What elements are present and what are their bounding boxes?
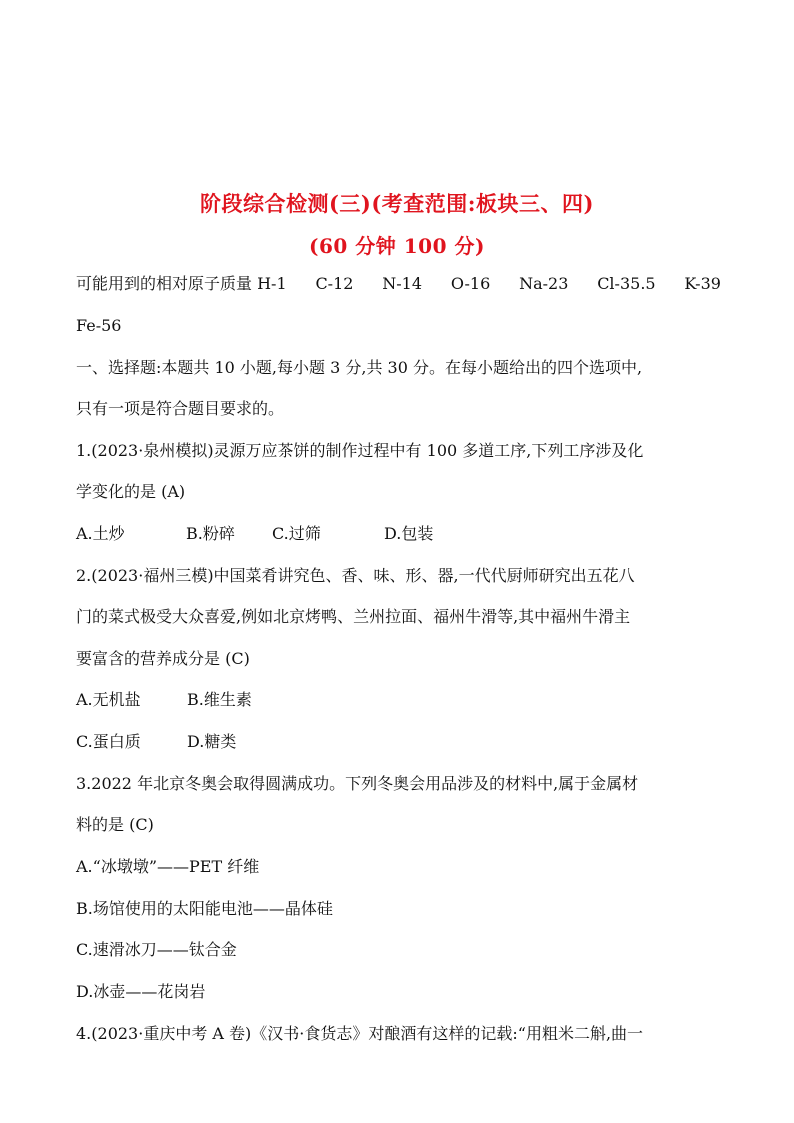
- option: D.包装: [384, 524, 434, 543]
- question-2-text: 门的菜式极受大众喜爱,例如北京烤鸭、兰州拉面、福州牛滑等,其中福州牛滑主: [76, 607, 631, 626]
- section-instruction: 只有一项是符合题目要求的。: [76, 399, 285, 418]
- question-3-text: 料的是 (C): [76, 815, 154, 834]
- atomic-mass-item: C-12: [315, 274, 354, 293]
- section-instruction: 一、选择题:本题共 10 小题,每小题 3 分,共 30 分。在每小题给出的四个选项中,: [76, 358, 643, 377]
- question-1-text: 1.(2023·泉州模拟)灵源万应茶饼的制作过程中有 100 多道工序,下列工序涉及化: [76, 441, 644, 460]
- question-3-text: 3.2022 年北京冬奥会取得圆满成功。下列冬奥会用品涉及的材料中,属于金属材: [76, 774, 639, 793]
- option: C.蛋白质: [76, 732, 141, 751]
- option: B.场馆使用的太阳能电池——晶体硅: [76, 899, 333, 918]
- option: C.速滑冰刀——钛合金: [76, 940, 237, 959]
- atomic-mass-item: Cl-35.5: [597, 274, 656, 293]
- question-2-options: [76, 690, 721, 710]
- page-subtitle: (60 分钟 100 分): [309, 234, 485, 258]
- option: B.维生素: [187, 690, 252, 709]
- option: A.无机盐: [76, 690, 141, 709]
- option: A.土炒: [76, 524, 125, 543]
- option: A.“冰墩墩”——PET 纤维: [76, 857, 260, 876]
- atomic-mass-item: N-14: [382, 274, 423, 293]
- page-title: 阶段综合检测(三)(考查范围:板块三、四): [200, 191, 594, 216]
- question-1-text: 学变化的是 (A): [76, 482, 186, 501]
- question-1-options: [76, 524, 721, 544]
- option: D.冰壶——花岗岩: [76, 982, 206, 1001]
- atomic-mass-item: O-16: [450, 274, 491, 293]
- atomic-mass-line: [76, 274, 721, 294]
- atomic-mass-label: 可能用到的相对原子质量 H-1: [76, 274, 287, 293]
- atomic-mass-item: Na-23: [519, 274, 569, 293]
- option: B.粉碎: [186, 524, 235, 543]
- question-2-text: 要富含的营养成分是 (C): [76, 649, 250, 668]
- option: C.过筛: [272, 524, 321, 543]
- question-2-text: 2.(2023·福州三模)中国菜肴讲究色、香、味、形、器,一代代厨师研究出五花八: [76, 566, 635, 585]
- atomic-mass-continued: Fe-56: [76, 316, 122, 335]
- option: D.糖类: [187, 732, 237, 751]
- atomic-mass-item: K-39: [684, 274, 721, 293]
- question-4-text: 4.(2023·重庆中考 A 卷)《汉书·食货志》对酿酒有这样的记载:“用粗米二斛,曲一: [76, 1024, 644, 1043]
- question-2-options: [76, 732, 721, 752]
